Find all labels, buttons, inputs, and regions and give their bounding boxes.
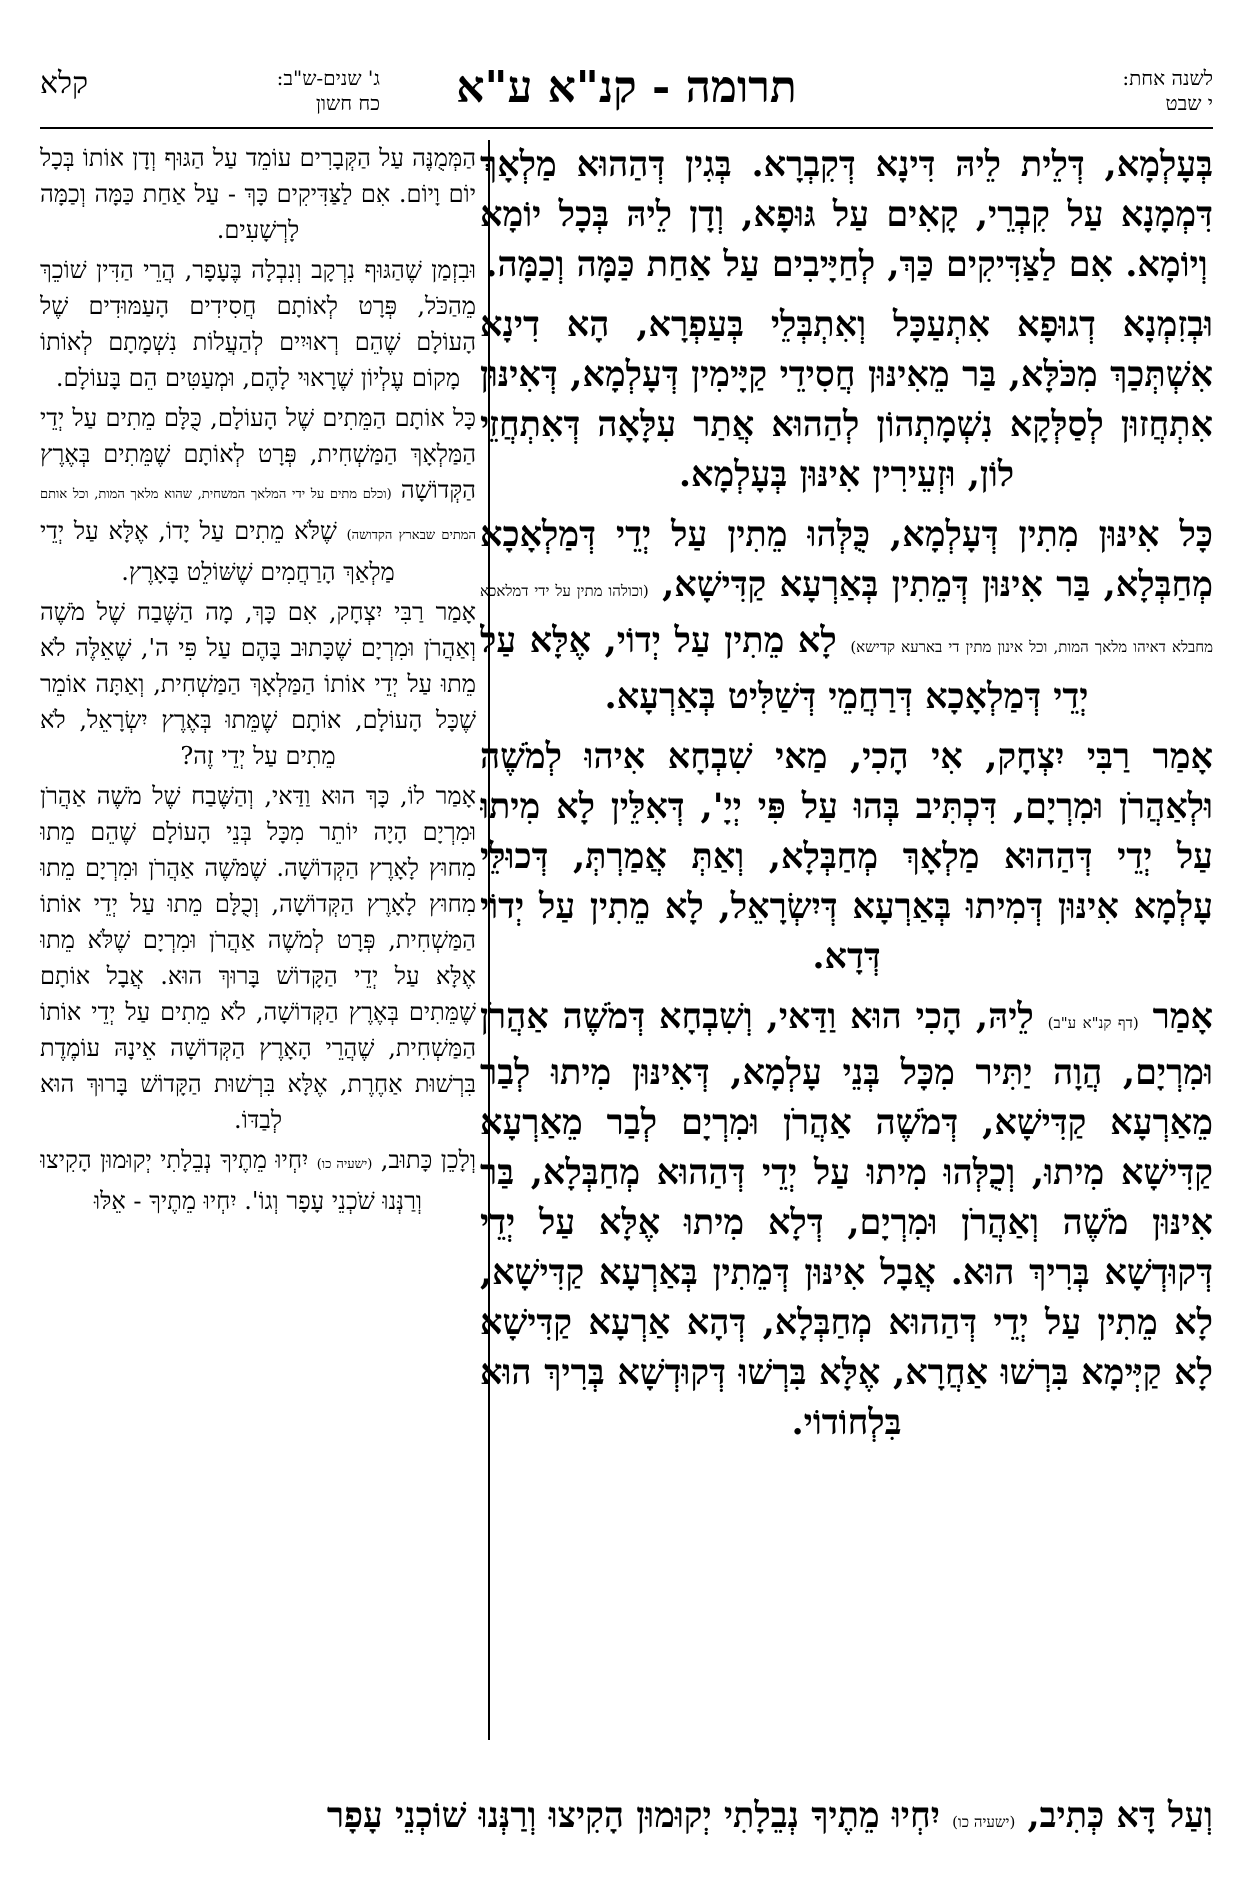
header-divider bbox=[40, 127, 1213, 129]
continuation-text: יִחְיוּ מֵתֶיךָ נְבֵלָתִי יְקוּמוּן הָקִיצוּ וְרַנְּנוּ שׁוֹכְנֵי עָפָר bbox=[326, 1795, 940, 1836]
aramaic-paragraph-3-end: לָא מֵתִין עַל יְדוֹי, אֶלָּא עַל יְדֵי דְּמַלְאָכָא דְּרַחֲמֵי דְּשַׁלִּיט בְּאַרְעָא. bbox=[480, 620, 1089, 717]
aramaic-paragraph-5-lead: אָמַר bbox=[1152, 996, 1213, 1037]
hebrew-paragraph-3-start: כָּל אוֹתָם הַמֵּתִים שֶׁל הָעוֹלָם, כֻּלָּם מֵתִים עַל יְדֵי הַמַּלְאָךְ הַמַּשְׁחִית, פְּרָט לְאוֹתָם שֶׁמֵּתִים בְּאֶרֶץ הַקְּדוֹשָׁה bbox=[40, 404, 476, 504]
page-header bbox=[40, 62, 1213, 126]
verse-reference: (ישעיה כו) bbox=[316, 1157, 373, 1172]
aramaic-paragraph-3-start: כָּל אִינּוּן מִתִין דְּעָלְמָא, כֻּלְּהוּ מֵתִין עַל יְדֵי דְּמַלְאָכָא מְחַבְּלָא, בַּר אִינּוּן דְּמֵתִין בְּאַרְעָא קַדִּישָׁא, bbox=[480, 514, 1213, 605]
hebrew-paragraph-6-start: וְלָכֵן כָּתוּב, bbox=[380, 1146, 476, 1174]
hebrew-translation-column bbox=[40, 140, 476, 1740]
continuation-verse-reference: (ישעיה כו) bbox=[952, 1813, 1016, 1831]
aramaic-column bbox=[480, 140, 1213, 1740]
hebrew-paragraph-3 bbox=[40, 400, 476, 590]
aramaic-paragraph-3 bbox=[480, 510, 1213, 722]
header-schedule-three-years bbox=[40, 66, 380, 120]
hebrew-paragraph-3-end: שֶׁלֹּא מֵתִים עַל יָדוֹ, אֶלָּא עַל יְדֵי מַלְאַךְ הָרַחֲמִים שֶׁשּׁוֹלֵט בָּאָרֶץ. bbox=[40, 517, 395, 586]
hebrew-paragraph-5: אָמַר לוֹ, כָּךְ הוּא וַדַּאי, וְהַשֶּׁבַח שֶׁל מֹשֶׁה אַהֲרֹן וּמִרְיָם הָיָה יוֹתֵר מִכָּל בְּנֵי הָעוֹלָם שֶׁהֵם מֵתוּ מִחוּץ לָאָרֶץ הַקְּדוֹשָׁה. שֶׁמֹּשֶׁה אַהֲרֹן וּמִרְיָם מֵתוּ מִחוּץ לָאָרֶץ הַקְּדוֹשָׁה, וְכֻלָּם מֵתוּ עַל יְדֵי אוֹתוֹ הַמַּשְׁחִית, פְּרָט לְמֹשֶׁה אַהֲרֹן וּמִרְיָם שֶׁלֹּא מֵתוּ אֶלָּא עַל יְדֵי הַקָּדוֹשׁ בָּרוּךְ הוּא. אֲבָל אוֹתָם שֶׁמֵּתִים בְּאֶרֶץ הַקְּדוֹשָׁה, לֹא מֵתִים עַל יְדֵי אוֹתוֹ הַמַּשְׁחִית, שֶׁהֲרֵי הָאָרֶץ הַקְּדוֹשָׁה אֵינָהּ עוֹמֶדֶת בִּרְשׁוּת אַחֶרֶת, אֶלָּא בִּרְשׁוּת הַקָּדוֹשׁ בָּרוּךְ הוּא לְבַדּוֹ. bbox=[40, 782, 476, 1134]
hebrew-paragraph-4: אָמַר רַבִּי יִצְחָק, אִם כָּךְ, מָה הַשֶּׁבַח שֶׁל מֹשֶׁה וְאַהֲרֹן וּמִרְיָם שֶׁכָּתוּב בָּהֶם עַל פִּי ה', שֶׁאֵלֶּה לֹא מֵתוּ עַל יְדֵי אוֹתוֹ הַמַּלְאָךְ הַמַּשְׁחִית, וְאַתָּה אוֹמֵר שֶׁכָּל הָעוֹלָם, אוֹתָם שֶׁמֵּתוּ בְּאֶרֶץ יִשְׂרָאֵל, לֹא מֵתִים עַל יְדֵי זֶה? bbox=[40, 598, 476, 770]
hebrew-paragraph-6-end: יִחְיוּ מֵתֶיךָ נְבֵלָתִי יְקוּמוּן הָקִיצוּ וְרַנְּנוּ שֹׁכְנֵי עָפָר וְגוֹ'. יִחְיוּ מֵתֶיךָ - אֵלּוּ bbox=[40, 1146, 423, 1215]
aramaic-paragraph-1: בְּעָלְמָא, דְּלֵית לֵיהּ דִּינָא דְּקִבְרָא. בְּגִין דְּהַהוּא מַלְאָךְ דִּמְמָנָא עַל קִבְרֵי, קָאִים עַל גּוּפָא, וְדָן לֵיהּ בְּכָל יוֹמָא וְיוֹמָא. אִם לַצַּדִּיקִים כַּךְ, לְחַיָּיבִים עַל אַחַת כַּמָּה וְכַמָּה. bbox=[480, 144, 1213, 285]
aramaic-paragraph-5 bbox=[480, 992, 1213, 1448]
aramaic-paragraph-5-body: לֵיהּ, הָכִי הוּא וַדַּאי, וְשִׁבְחָא דְּמֹשֶׁה אַהֲרֹן וּמִרְיָם, הֲוָה יַתִּיר מִכָּל בְּנֵי עָלְמָא, דְּאִינּוּן מִיתוּ לְבַר מֵאַרְעָא קַדִּישָׁא, דְּמֹשֶׁה אַהֲרֹן וּמִרְיָם לְבַר מֵאַרְעָא קַדִּישָׁא מִיתוּ, וְכֻלְּהוּ מִיתוּ עַל יְדֵי דְּהַהוּא מְחַבְּלָא, בַּר אִינּוּן מֹשֶׁה וְאַהֲרֹן וּמִרְיָם, דְּלָא מִיתוּ אֶלָּא עַל יְדֵי דְּקוּדְשָׁא בְּרִיךְ הוּא. אֲבָל אִינּוּן דְּמֵתִין בְּאַרְעָא קַדִּישָׁא, לָא מֵתִין עַל יְדֵי דְּהַהוּא מְחַבְּלָא, דְּהָא אַרְעָא קַדִּישָׁא לָא קַיְּימָא בִּרְשׁוּ אַחֲרָא, אֶלָּא בִּרְשׁוּ דְּקוּדְשָׁא בְּרִיךְ הוּא בִּלְחוֹדוֹי. bbox=[480, 996, 1213, 1443]
header-schedule-label: לשנה אחת: bbox=[1122, 66, 1213, 90]
header-schedule-date: י שבט bbox=[1165, 91, 1213, 115]
continuation-lead: וְעַל דָּא כְּתִיב, bbox=[1027, 1795, 1213, 1836]
hebrew-gloss: (וכלם מתים על ידי המלאך המשחית, שהוא מלאך המות, וכל אותם המתים שבארץ הקדושה) bbox=[40, 487, 476, 543]
hebrew-paragraph-6 bbox=[40, 1142, 476, 1219]
folio-reference: (דף קנ"א ע"ב) bbox=[1047, 1014, 1139, 1032]
page-number: קלא bbox=[40, 66, 89, 101]
header-schedule-three-years-date: כח חשון bbox=[315, 91, 380, 115]
hebrew-paragraph-2: וּבִזְמַן שֶׁהַגּוּף נִרְקָב וְנִבְלָה בֶּעָפָר, הֲרֵי הַדִּין שׁוֹכֵךְ מֵהַכֹּל, פְּרָט לְאוֹתָם חֲסִידִים הָעַמּוּדִים שֶׁל הָעוֹלָם שֶׁהֵם רְאוּיִים לְהַעֲלוֹת נִשְׁמָתָם לְאוֹתוֹ מָקוֹם עֶלְיוֹן שֶׁרָאוּי לָהֶם, וּמְעַטִּים הֵם בָּעוֹלָם. bbox=[40, 256, 476, 392]
header-schedule-three-years-text bbox=[130, 66, 380, 116]
aramaic-gloss: (וכולהו מתין על ידי דמלאכא מחבלא דאיהו מלאך המות, וכל אינון מתין די בארעא קדישא) bbox=[480, 582, 1213, 656]
header-schedule-three-years-label: ג' שנים-ש"ב: bbox=[276, 66, 380, 90]
aramaic-paragraph-2: וּבְזִמְנָא דְגוּפָא אִתְעַכָּל וְאִתְבְּלֵי בְּעַפְרָא, הָא דִינָא אִשְׁתְּכַךְ מִכֹּלָּא, בַּר מֵאִינּוּן חֲסִידֵי קַיָּימִין דְּעָלְמָא, דְּאִינּוּן אִתְחֲזוּן לְסַלְּקָא נִשְׁמָתְהוֹן לְהַהוּא אֲתַר עִלָּאָה דְּאִתְחֲזֵי לוֹן, וּזְעֵירִין אִינּוּן בְּעָלְמָא. bbox=[480, 304, 1213, 495]
aramaic-paragraph-4: אָמַר רַבִּי יִצְחָק, אִי הָכִי, מַאי שִׁבְחָא אִיהוּ לְמֹשֶׁה וּלְאַהֲרֹן וּמִרְיָם, דִּכְתִּיב בְּהוּ עַל פִּי יְיָ', דְּאִלֵּין לָא מִיתוּ עַל יְדֵי דְּהַהוּא מַלְאָךְ מְחַבְּלָא, וְאַתְּ אֲמַרְתְּ, דְּכוּלֵּי עָלְמָא אִינּוּן דְּמִיתוּ בְּאַרְעָא דְּיִשְׂרָאֵל, לָא מֵתִין עַל יְדוֹי דְּדָא. bbox=[480, 736, 1213, 977]
hebrew-paragraph-1: הַמְּמֻנֶּה עַל הַקְּבָרִים עוֹמֵד עַל הַגּוּף וְדָן אוֹתוֹ בְּכָל יוֹם וָיוֹם. אִם לַצַּדִּיקִים כָּךְ - עַל אַחַת כַּמָּה וְכַמָּה לָרְשָׁעִים. bbox=[40, 144, 476, 244]
continuation-line bbox=[40, 1790, 1213, 1848]
column-divider bbox=[488, 140, 490, 1740]
page-title: תרומה - קנ"א ע"א bbox=[456, 62, 797, 113]
